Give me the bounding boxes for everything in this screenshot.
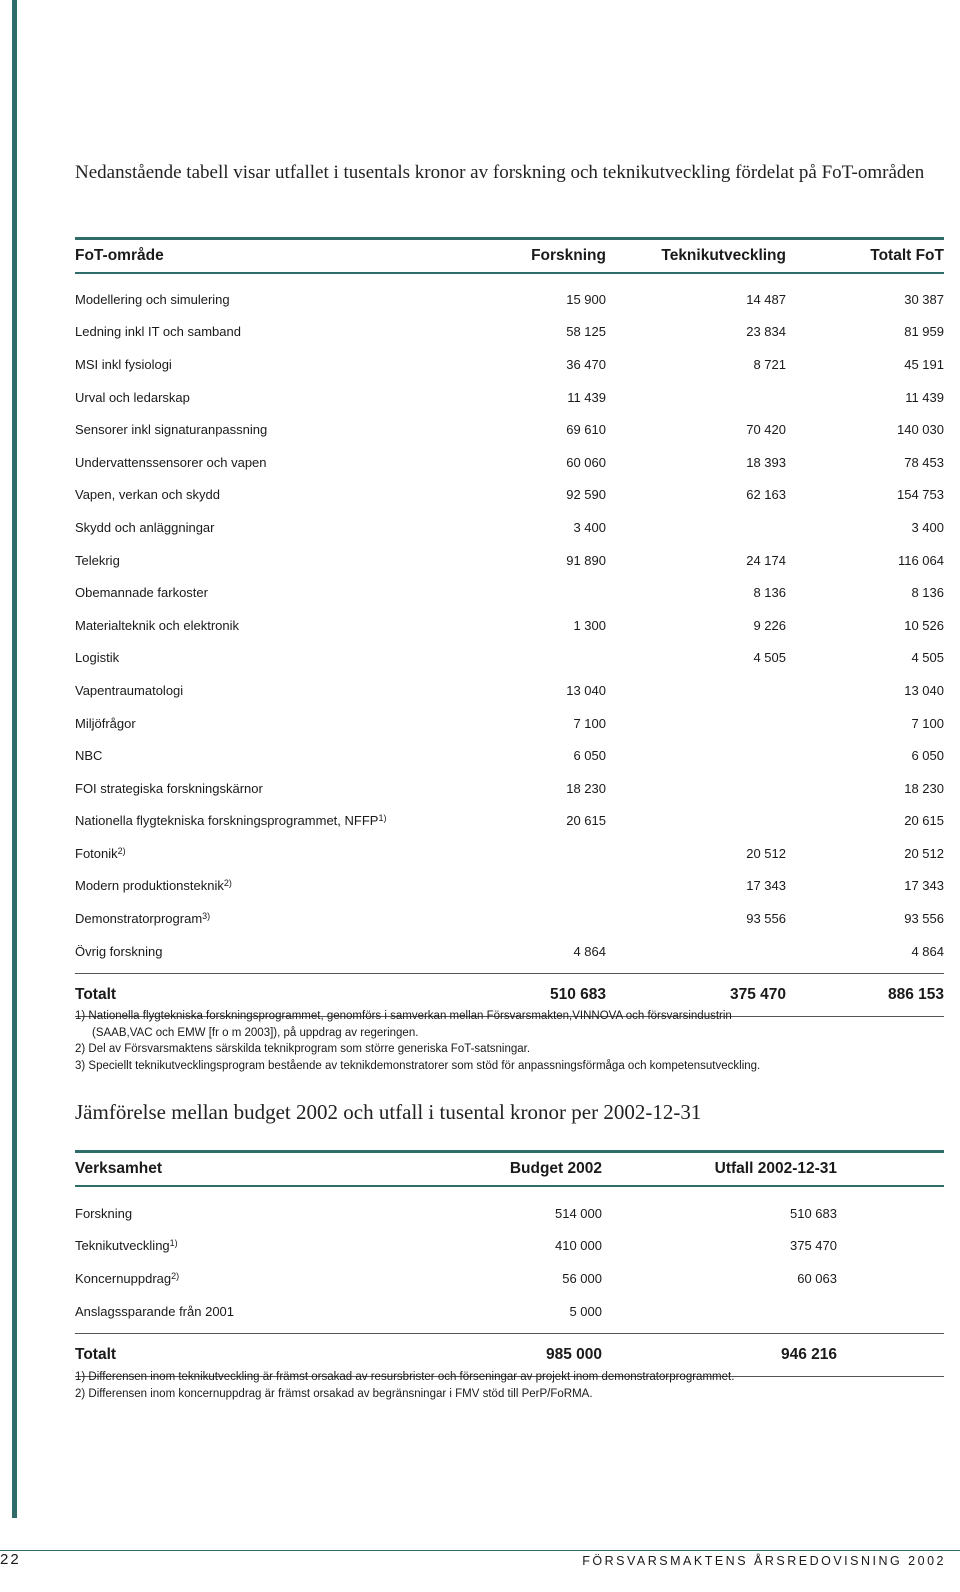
table-row [75,348,944,381]
cell-forskning: 3 400 [573,519,606,535]
section-heading: Jämförelse mellan budget 2002 och utfall i tusental kronor per 2002-12-31 [75,1100,702,1124]
row-name: Modellering och simulering [75,291,230,307]
footnote-marker: 1) [169,1238,178,1249]
cell-forskning: 1 300 [573,617,606,633]
table-row [75,381,944,414]
cell-utfall: 60 063 [797,1270,837,1286]
fot-table [75,237,944,1017]
footnote-2: 2) Differensen inom koncernuppdrag är främst orsakad av begränsningar i FMV stöd till PerP/FoRMA. [75,1388,593,1400]
table-body [75,283,944,967]
row-name: FOI strategiska forskningskärnor [75,780,263,796]
cell-forskning: 11 439 [567,389,606,405]
row-label [75,716,455,731]
cell-budget: 514 000 [555,1205,602,1221]
cell-totalt-fot: 4 505 [911,650,944,666]
row-label [75,1271,375,1286]
row-name: Materialteknik och elektronik [75,617,240,633]
row-label [75,292,455,307]
table-row [75,446,944,479]
budget-table [75,1150,944,1377]
footnote-marker: 3) [202,911,211,922]
row-label [75,1206,375,1221]
header-utfall: Utfall 2002-12-31 [714,1160,837,1177]
footnote-1: 1) Nationella flygtekniska forskningsprogrammet, genomförs i samverkan mellan Försvarsmakten,VINNOVA och försvarsindustrin [75,1010,732,1022]
table-row [75,1262,944,1295]
row-label [75,650,455,665]
footnote-3: 3) Speciellt teknikutvecklingsprogram bestående av teknikdemonstratorer som stöd för anpassningsförmåga och kompetensutveckling. [75,1059,761,1072]
cell-totalt-fot: 10 526 [904,617,944,633]
row-label [75,357,455,372]
footnote-1-cont: (SAAB,VAC och EMW [fr o m 2003]), på uppdrag av regeringen. [92,1026,419,1039]
cell-teknikutveckling: 4 505 [753,650,786,666]
footnote-marker: 2) [223,878,232,889]
cell-totalt-fot: 6 050 [911,748,944,764]
footnote-marker: 2) [171,1270,180,1281]
row-label [75,390,455,405]
cell-teknikutveckling: 20 512 [746,845,786,861]
header-budget: Budget 2002 [509,1160,602,1177]
row-name: Fotonik [75,845,118,861]
row-name: Undervattenssensorer och vapen [75,454,267,470]
cell-forskning: 4 864 [573,943,606,959]
table-row [75,642,944,675]
total-label: Totalt [75,1346,117,1364]
table-row [75,1230,944,1263]
row-label [75,553,455,568]
row-name: Ledning inkl IT och samband [75,324,241,340]
cell-forskning: 91 890 [566,552,606,568]
row-label [75,813,455,828]
row-name: Skydd och anläggningar [75,519,215,535]
cell-totalt-fot: 17 343 [904,878,944,894]
row-name: Forskning [75,1205,133,1221]
cell-totalt-fot: 78 453 [904,454,944,470]
cell-teknikutveckling: 18 393 [746,454,786,470]
table-row [75,479,944,512]
header-fot-omrade: FoT-område [75,247,164,264]
row-name: Koncernuppdrag [75,1270,172,1286]
row-name: Demonstratorprogram [75,911,203,927]
row-label [75,944,455,959]
table-row [75,674,944,707]
table-row [75,805,944,838]
row-label [75,422,455,437]
table-row [75,576,944,609]
cell-forskning: 58 125 [566,324,606,340]
cell-totalt-fot: 13 040 [904,682,944,698]
cell-teknikutveckling: 17 343 [746,878,786,894]
left-margin-rule [12,0,17,1518]
cell-forskning: 18 230 [566,780,606,796]
cell-teknikutveckling: 93 556 [746,911,786,927]
cell-forskning: 36 470 [566,356,606,372]
row-label [75,683,455,698]
row-label [75,846,455,861]
table-row [75,413,944,446]
cell-totalt-fot: 4 864 [911,943,944,959]
row-label [75,1304,375,1319]
table-row [75,283,944,316]
document-title: FÖRSVARSMAKTENS ÅRSREDOVISNING 2002 [582,1554,946,1568]
cell-forskning: 20 615 [566,813,606,829]
table-row [75,609,944,642]
table-row [75,837,944,870]
cell-totalt-fot: 30 387 [904,291,944,307]
row-label [75,455,455,470]
footer-rule [0,1550,960,1551]
intro-text: Nedanstående tabell visar utfallet i tusentals kronor av forskning och teknikutveckling fördelat på FoT-områden [75,162,925,183]
table-row [75,772,944,805]
cell-totalt-fot: 81 959 [904,324,944,340]
total-totalt-fot: 886 153 [887,986,944,1004]
cell-teknikutveckling: 70 420 [746,422,786,438]
row-name: NBC [75,748,103,764]
table-row [75,935,944,968]
footnote-2: 2) Del av Försvarsmaktens särskilda teknikprogram som större generiska FoT-satsningar. [75,1043,531,1055]
row-name: Nationella flygtekniska forskningsprogrammet, NFFP [75,813,379,829]
cell-teknikutveckling: 8 136 [753,585,786,601]
table-row [75,707,944,740]
header-verksamhet: Verksamhet [75,1160,163,1177]
cell-teknikutveckling: 8 721 [753,356,786,372]
row-label [75,324,455,339]
cell-teknikutveckling: 62 163 [746,487,786,503]
total-forskning: 510 683 [549,986,606,1004]
row-label [75,520,455,535]
cell-utfall: 510 683 [790,1205,837,1221]
row-name: Sensorer inkl signaturanpassning [75,422,268,438]
row-name: Logistik [75,650,120,666]
header-teknikutveckling: Teknikutveckling [661,247,786,264]
cell-forskning: 60 060 [566,454,606,470]
cell-totalt-fot: 3 400 [911,519,944,535]
row-label [75,1238,375,1253]
total-budget: 985 000 [545,1346,602,1364]
cell-teknikutveckling: 14 487 [746,291,786,307]
total-label: Totalt [75,986,117,1004]
table-body [75,1197,944,1327]
cell-budget: 410 000 [555,1238,602,1254]
table-header-row [75,240,944,274]
row-label [75,878,455,893]
cell-totalt-fot: 8 136 [911,585,944,601]
row-label [75,781,455,796]
total-teknikutveckling: 375 470 [729,986,786,1004]
table-row [75,739,944,772]
cell-teknikutveckling: 23 834 [746,324,786,340]
cell-totalt-fot: 7 100 [911,715,944,731]
row-name: Övrig forskning [75,943,163,959]
cell-budget: 56 000 [562,1270,602,1286]
row-label [75,618,455,633]
table1-footnotes [75,1008,955,1074]
footnote-1: 1) Differensen inom teknikutveckling är främst orsakad av resursbrister och förseningar av projekt inom demonstratorprogrammet. [75,1371,735,1383]
table-row [75,902,944,935]
cell-forskning: 92 590 [566,487,606,503]
cell-utfall: 375 470 [790,1238,837,1254]
cell-forskning: 7 100 [573,715,606,731]
cell-budget: 5 000 [569,1303,602,1319]
row-name: Anslagssparande från 2001 [75,1303,235,1319]
row-label [75,748,455,763]
cell-totalt-fot: 93 556 [904,911,944,927]
cell-totalt-fot: 116 064 [897,552,944,568]
cell-forskning: 6 050 [573,748,606,764]
table2-footnotes [75,1369,955,1403]
row-name: Obemannade farkoster [75,585,208,601]
footnote-marker: 2) [117,845,126,856]
table-row [75,511,944,544]
table-row [75,316,944,349]
table-row [75,870,944,903]
page-number: 22 [0,1551,21,1568]
cell-totalt-fot: 20 615 [904,813,944,829]
row-name: Modern produktionsteknik [75,878,224,894]
row-name: Vapen, verkan och skydd [75,487,221,503]
cell-totalt-fot: 18 230 [904,780,944,796]
cell-totalt-fot: 154 753 [897,487,944,503]
row-name: Teknikutveckling [75,1238,170,1254]
total-utfall: 946 216 [780,1346,837,1364]
cell-forskning: 13 040 [566,682,606,698]
cell-totalt-fot: 11 439 [905,389,944,405]
cell-totalt-fot: 45 191 [904,356,944,372]
header-forskning: Forskning [531,247,606,264]
cell-totalt-fot: 20 512 [904,845,944,861]
row-name: Telekrig [75,552,120,568]
header-totalt-fot: Totalt FoT [870,247,944,264]
row-label [75,911,455,926]
cell-teknikutveckling: 9 226 [753,617,786,633]
row-name: MSI inkl fysiologi [75,356,172,372]
row-label [75,487,455,502]
footnote-marker: 1) [378,813,387,824]
cell-totalt-fot: 140 030 [897,422,944,438]
cell-teknikutveckling: 24 174 [746,552,786,568]
row-name: Urval och ledarskap [75,389,190,405]
row-name: Miljöfrågor [75,715,136,731]
cell-forskning: 69 610 [566,422,606,438]
table-header-row [75,1153,944,1187]
table-row [75,544,944,577]
table-row [75,1295,944,1328]
table-row [75,1197,944,1230]
row-name: Vapentraumatologi [75,682,184,698]
cell-forskning: 15 900 [566,291,606,307]
row-label [75,585,455,600]
